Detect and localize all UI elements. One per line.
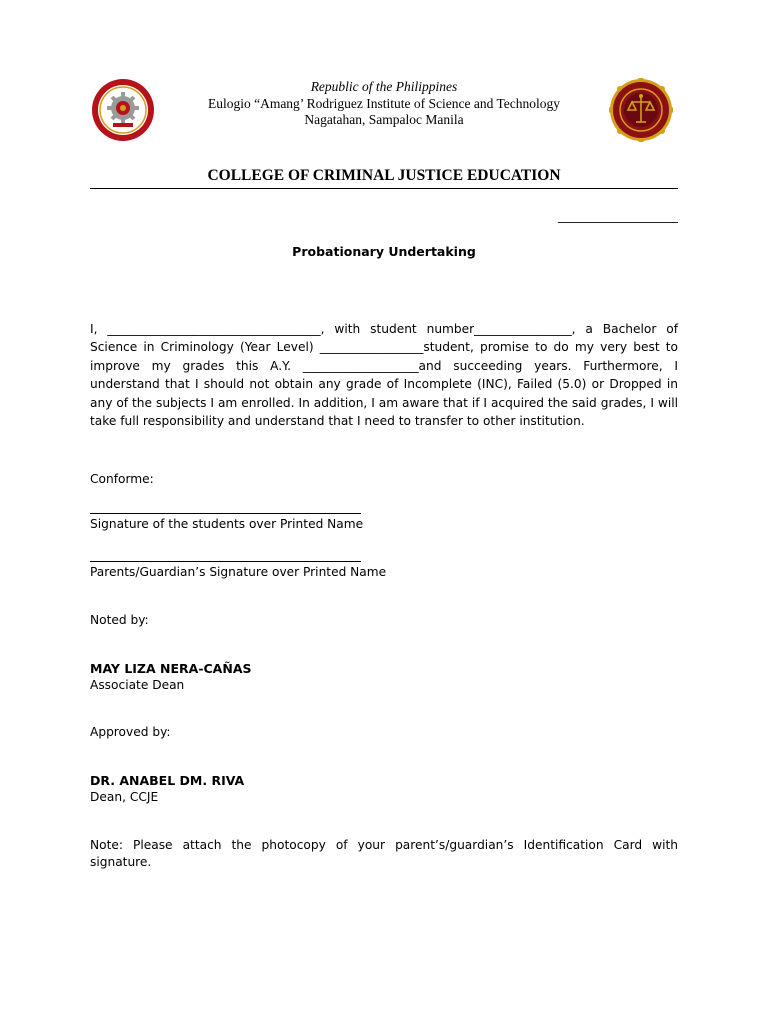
attachment-note: Note: Please attach the photocopy of your parent’s/guardian’s Identification Card with signature. xyxy=(90,838,678,869)
document-title: Probationary Undertaking xyxy=(292,244,476,259)
approved-by-label: Approved by: xyxy=(90,725,171,739)
ccje-seal-icon xyxy=(609,78,673,142)
header-divider xyxy=(90,188,678,189)
associate-dean-position: Associate Dean xyxy=(90,678,185,692)
conforme-label: Conforme: xyxy=(90,472,154,486)
parent-signature-label: Parents/Guardian’s Signature over Printed Name xyxy=(90,565,387,579)
associate-dean-name: MAY LIZA NERA-CAÑAS xyxy=(90,661,252,676)
institution-address: Nagatahan, Sampaloc Manila xyxy=(304,112,464,127)
date-blank: ____________________ xyxy=(558,209,678,223)
earist-seal-icon xyxy=(91,78,155,142)
noted-by-label: Noted by: xyxy=(90,613,149,627)
institution-name: Eulogio “Amang’ Rodriguez Institute of Science and Technology xyxy=(207,95,561,111)
student-signature-label: Signature of the students over Printed Name xyxy=(90,517,364,531)
student-signature-line xyxy=(90,513,361,514)
dean-position: Dean, CCJE xyxy=(90,790,159,804)
institution-header xyxy=(170,79,598,129)
parent-signature-line xyxy=(90,561,361,562)
undertaking-paragraph: I, ___________________________________, with student number________________, a Bachelor of Science in Criminology (Year Level) _________________student, promise to do my very best to improve my grades this A.Y. ___________________and succeeding years. Furthermore, I understand that I should not obtain any grade of Incomplete (INC), Failed (5.0) or Dropped in any of the subjects I am enrolled. In addition, I am aware that if I acquired the said grades, I will take full responsibility and understand that I need to transfer to other institution. xyxy=(90,322,678,429)
college-title: COLLEGE OF CRIMINAL JUSTICE EDUCATION xyxy=(207,167,561,184)
republic-line: Republic of the Philippines xyxy=(310,79,458,94)
dean-name: DR. ANABEL DM. RIVA xyxy=(90,773,245,788)
